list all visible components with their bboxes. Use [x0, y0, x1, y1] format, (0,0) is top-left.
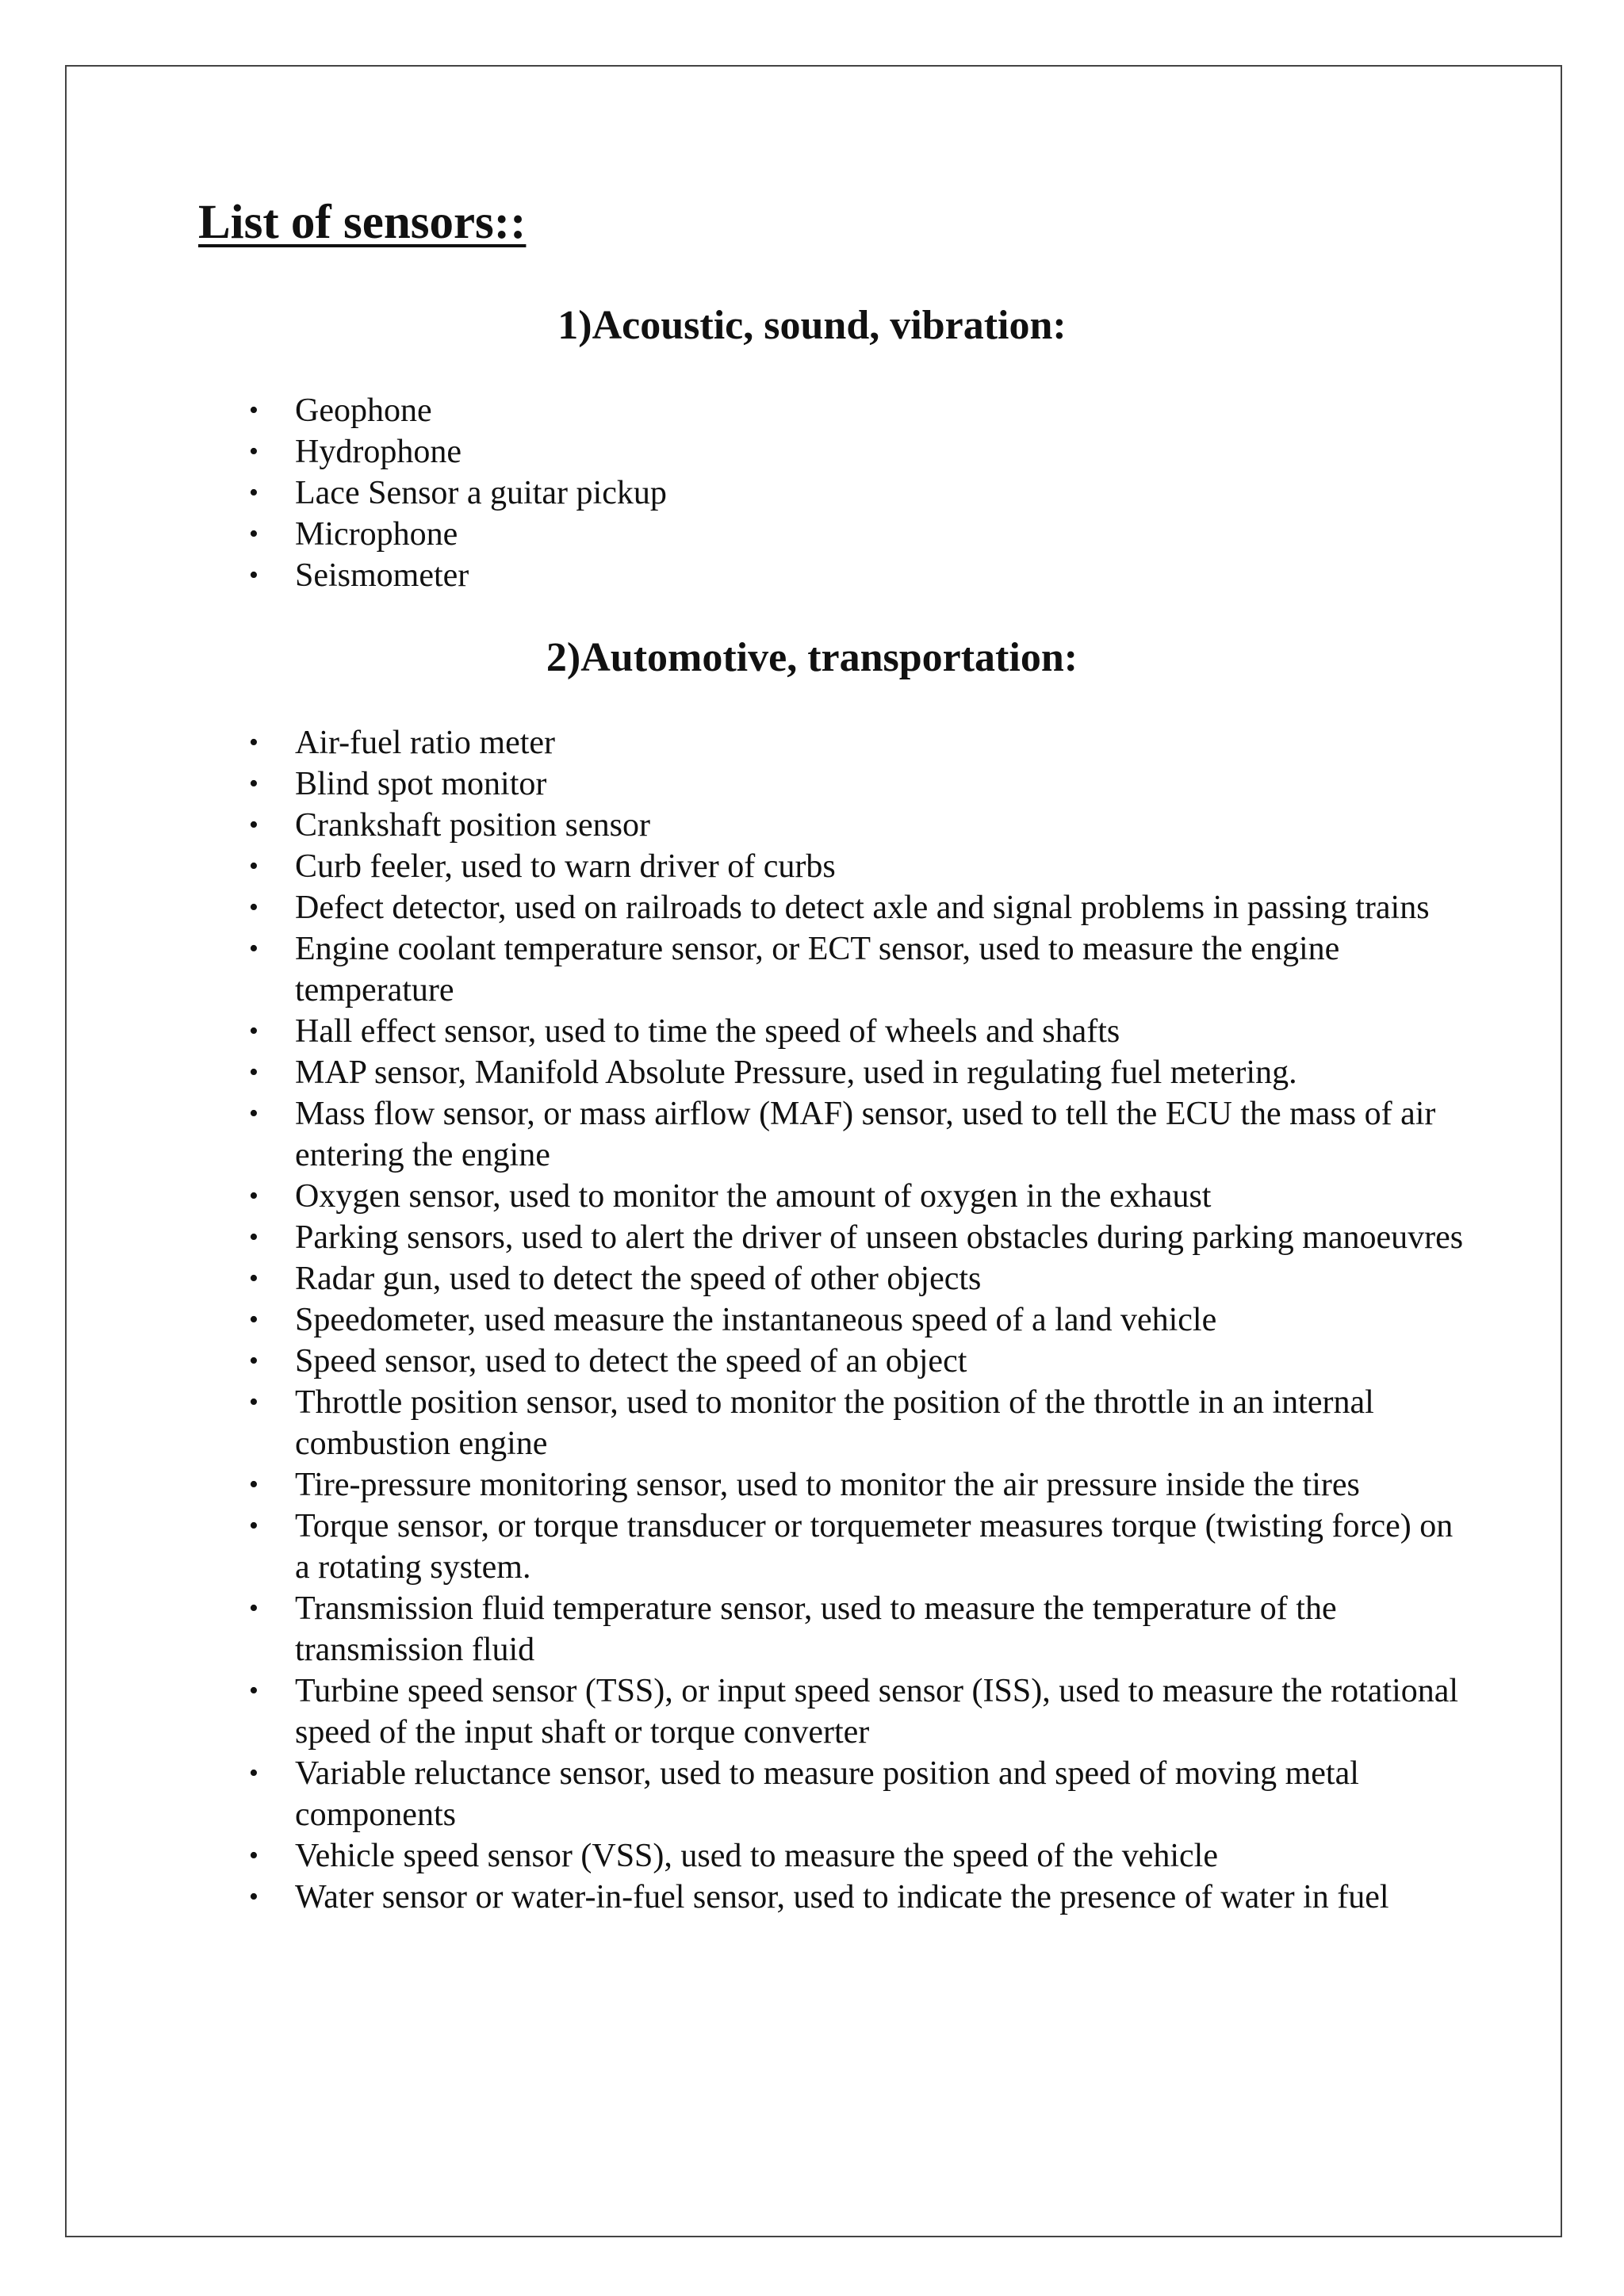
list-item-text: Torque sensor, or torque transducer or torquemeter measures torque (twisting force) on a rotating system.: [295, 1508, 1454, 1586]
list-item-text: Air-fuel ratio meter: [295, 725, 556, 761]
list-item-text: Hall effect sensor, used to time the speed of wheels and shafts: [295, 1013, 1120, 1050]
list-item-text: MAP sensor, Manifold Absolute Pressure, used in regulating fuel metering.: [295, 1054, 1297, 1091]
bullet-icon: •: [249, 437, 259, 466]
bullet-icon: •: [249, 1511, 259, 1540]
list-item-text: Turbine speed sensor (TSS), or input speed sensor (ISS), used to measure the rotational speed of the input shaft or torque converter: [295, 1673, 1459, 1751]
list-item: [0, 846, 1469, 887]
list-item-text: Defect detector, used on railroads to detect axle and signal problems in passing trains: [295, 890, 1430, 926]
list-item: [0, 1506, 1469, 1588]
list-item-text: Vehicle speed sensor (VSS), used to measure the speed of the vehicle: [295, 1838, 1218, 1874]
list-item-text: Lace Sensor a guitar pickup: [295, 475, 667, 511]
list-item-text: Tire-pressure monitoring sensor, used to monitor the air pressure inside the tires: [295, 1467, 1360, 1503]
list-item: [0, 1258, 1469, 1299]
list-item: [0, 555, 1469, 596]
bullet-icon: •: [249, 561, 259, 590]
list-item: [0, 1299, 1469, 1341]
list-item-text: Crankshaft position sensor: [295, 807, 650, 844]
list-item-text: Blind spot monitor: [295, 766, 547, 802]
bullet-icon: •: [249, 519, 259, 549]
bullet-icon: •: [249, 1346, 259, 1376]
bullet-icon: •: [249, 728, 259, 757]
bullet-icon: •: [249, 934, 259, 963]
bullet-icon: •: [249, 1181, 259, 1211]
list-item-text: Seismometer: [295, 557, 469, 594]
list-item-text: Water sensor or water-in-fuel sensor, used to indicate the presence of water in fuel: [295, 1879, 1389, 1915]
list-item: [0, 1176, 1469, 1217]
list-item-text: Oxygen sensor, used to monitor the amount of oxygen in the exhaust: [295, 1178, 1212, 1215]
list-item: [0, 1093, 1469, 1176]
list-item: [0, 1217, 1469, 1258]
bullet-icon: •: [249, 1882, 259, 1911]
list-item: [0, 1670, 1469, 1753]
list-item-text: Curb feeler, used to warn driver of curbs: [295, 848, 836, 885]
list-item: [0, 1877, 1469, 1918]
list-item: [0, 928, 1469, 1011]
list-item-text: Speed sensor, used to detect the speed of an object: [295, 1343, 967, 1380]
page-title: List of sensors::: [198, 196, 527, 249]
bullet-icon: •: [249, 1305, 259, 1334]
list-item: [0, 763, 1469, 805]
list-item: [0, 805, 1469, 846]
list-item-text: Variable reluctance sensor, used to measure position and speed of moving metal components: [295, 1755, 1359, 1833]
bullet-icon: •: [249, 1387, 259, 1417]
list-item-text: Engine coolant temperature sensor, or ECT sensor, used to measure the engine temperature: [295, 931, 1340, 1008]
bullet-icon: •: [249, 1099, 259, 1128]
bullet-icon: •: [249, 810, 259, 840]
list-item-text: Mass flow sensor, or mass airflow (MAF) sensor, used to tell the ECU the mass of air entering the engine: [295, 1096, 1436, 1173]
list-item: [0, 390, 1469, 431]
bullet-icon: •: [249, 478, 259, 507]
list-item: [0, 1835, 1469, 1877]
list-item-text: Transmission fluid temperature sensor, used to measure the temperature of the transmission fluid: [295, 1590, 1337, 1668]
list-item: [0, 1052, 1469, 1093]
bullet-icon: •: [249, 1058, 259, 1087]
bullet-icon: •: [249, 769, 259, 798]
bullet-icon: •: [249, 396, 259, 425]
bullet-icon: •: [249, 1016, 259, 1046]
list-item-text: Throttle position sensor, used to monitor the position of the throttle in an internal combustion engine: [295, 1384, 1374, 1462]
bullet-icon: •: [249, 1223, 259, 1252]
bullet-icon: •: [249, 851, 259, 881]
list-item: [0, 431, 1469, 473]
bullet-icon: •: [249, 1264, 259, 1293]
list-item: [0, 1011, 1469, 1052]
list-item: [0, 1341, 1469, 1382]
list-item-text: Speedometer, used measure the instantaneous speed of a land vehicle: [295, 1302, 1217, 1338]
section-heading-automotive: 2)Automotive, transportation:: [546, 635, 1078, 680]
list-item-text: Radar gun, used to detect the speed of other objects: [295, 1261, 982, 1297]
bullet-icon: •: [249, 1594, 259, 1623]
section-heading-acoustic: 1)Acoustic, sound, vibration:: [557, 303, 1067, 348]
list-item: [0, 1464, 1469, 1506]
bullet-icon: •: [249, 1758, 259, 1788]
list-item: [0, 1588, 1469, 1670]
bullet-icon: •: [249, 893, 259, 922]
list-item: [0, 1382, 1469, 1464]
bullet-icon: •: [249, 1470, 259, 1499]
bullet-icon: •: [249, 1676, 259, 1705]
sensor-list-automotive: [0, 722, 1469, 1918]
list-item: [0, 887, 1469, 928]
list-item-text: Microphone: [295, 516, 458, 553]
list-item-text: Parking sensors, used to alert the driver of unseen obstacles during parking manoeuvres: [295, 1219, 1464, 1256]
list-item: [0, 722, 1469, 763]
list-item-text: Geophone: [295, 392, 432, 429]
bullet-icon: •: [249, 1841, 259, 1870]
list-item: [0, 514, 1469, 555]
sensor-list-acoustic: [0, 390, 1469, 596]
list-item-text: Hydrophone: [295, 434, 462, 470]
list-item: [0, 1753, 1469, 1835]
list-item: [0, 473, 1469, 514]
